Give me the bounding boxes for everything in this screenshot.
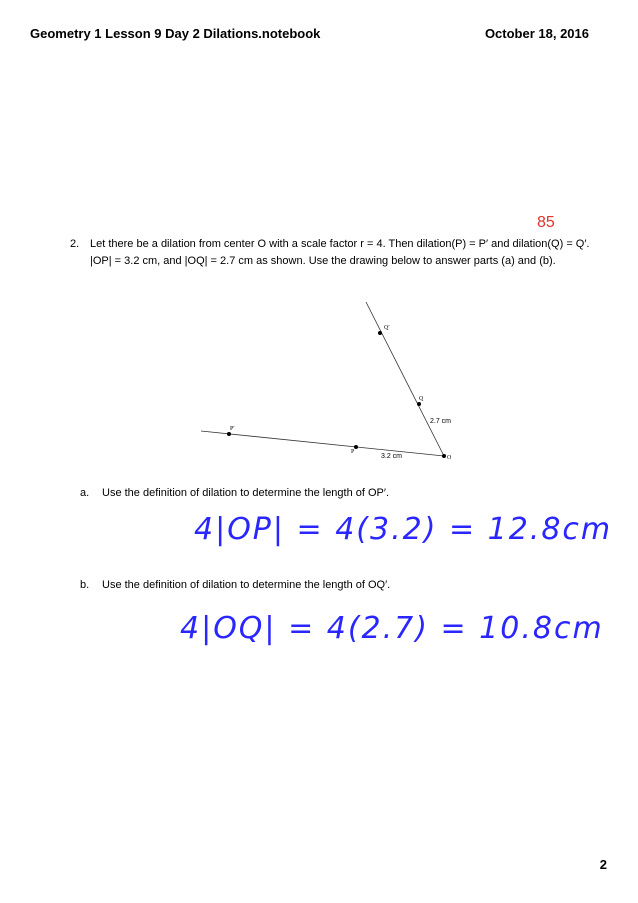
page-number: 2: [599, 857, 607, 872]
point-q: [417, 402, 421, 406]
part-a-label: a.: [80, 487, 90, 499]
part-a-text: Use the definition of dilation to determine the length of OP′.: [102, 487, 390, 499]
measure-op: 3.2 cm: [381, 453, 403, 460]
part-b-handwritten-answer: 4|OQ| = 4(2.7) = 10.8cm: [180, 611, 604, 646]
part-a-handwritten-answer: 4|OP| = 4(3.2) = 12.8cm: [194, 512, 613, 547]
part-b-label: b.: [80, 579, 90, 591]
handwritten-score: 85: [537, 214, 555, 231]
label-q-prime: Q′: [384, 325, 390, 331]
point-o: [442, 454, 446, 458]
label-o: O: [447, 455, 452, 461]
label-q: Q: [419, 396, 424, 402]
problem-line-2: |OP| = 3.2 cm, and |OQ| = 2.7 cm as shown. Use the drawing below to answer parts (a) and (b).: [90, 255, 556, 267]
point-q-prime: [378, 331, 382, 335]
document-title: Geometry 1 Lesson 9 Day 2 Dilations.notebook: [30, 26, 321, 41]
problem-line-1: Let there be a dilation from center O with a scale factor r = 4. Then dilation(P) = P′ and dilation(Q) = Q′.: [90, 238, 590, 250]
ray-o-q-prime: [366, 302, 444, 456]
label-p-prime: P′: [230, 426, 235, 432]
problem-number: 2.: [70, 238, 80, 250]
ray-o-p-prime: [201, 431, 444, 456]
label-p: P: [351, 449, 355, 455]
part-b-text: Use the definition of dilation to determine the length of OQ′.: [102, 579, 391, 591]
point-p-prime: [227, 432, 231, 436]
document-date: October 18, 2016: [484, 26, 589, 41]
measure-oq: 2.7 cm: [430, 418, 452, 425]
point-p: [354, 445, 358, 449]
